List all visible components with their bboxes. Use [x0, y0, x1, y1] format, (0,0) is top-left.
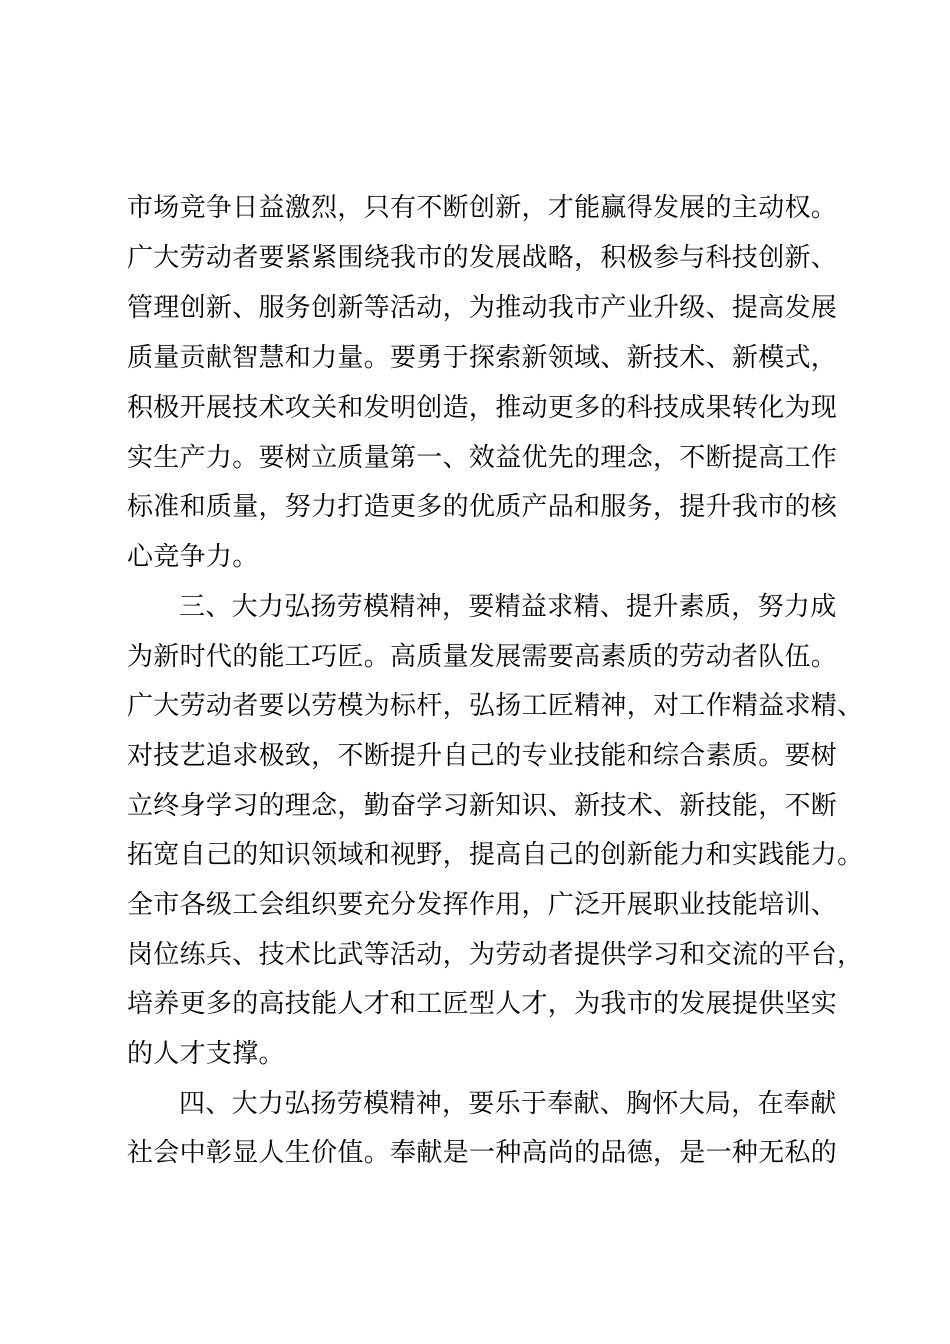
paragraph-heading-4: 四、大力弘扬劳模精神，要乐于奉献、胸怀大局，在奉献 — [179, 1089, 837, 1119]
text-line: 实生产力。要树立质量第一、效益优先的理念，不断提高工作 — [127, 443, 838, 473]
text-line: 拓宽自己的知识领域和视野，提高自己的创新能力和实践能力。 — [127, 840, 864, 870]
text-line: 广大劳动者要紧紧围绕我市的发展战略，积极参与科技创新、 — [127, 243, 838, 273]
text-line: 为新时代的能工巧匠。高质量发展需要高素质的劳动者队伍。 — [127, 642, 838, 672]
text-line: 积极开展技术攻关和发明创造，推动更多的科技成果转化为现 — [127, 393, 838, 423]
text-line: 的人才支撑。 — [127, 1039, 285, 1069]
text-line: 社会中彰显人生价值。奉献是一种高尚的品德，是一种无私的 — [127, 1138, 838, 1168]
text-line: 质量贡献智慧和力量。要勇于探索新领域、新技术、新模式， — [127, 343, 838, 373]
text-line: 岗位练兵、技术比武等活动，为劳动者提供学习和交流的平台， — [127, 940, 864, 970]
text-line: 心竞争力。 — [127, 542, 259, 572]
paragraph-heading-3: 三、大力弘扬劳模精神，要精益求精、提升素质，努力成 — [179, 592, 837, 622]
text-line: 市场竞争日益激烈，只有不断创新，才能赢得发展的主动权。 — [127, 193, 838, 223]
text-line: 广大劳动者要以劳模为标杆，弘扬工匠精神，对工作精益求精、 — [127, 691, 864, 721]
text-line: 标准和质量，努力打造更多的优质产品和服务，提升我市的核 — [127, 492, 838, 522]
text-line: 立终身学习的理念，勤奋学习新知识、新技术、新技能，不断 — [127, 791, 838, 821]
text-line: 培养更多的高技能人才和工匠型人才，为我市的发展提供坚实 — [127, 989, 838, 1019]
text-line: 全市各级工会组织要充分发挥作用，广泛开展职业技能培训、 — [127, 890, 838, 920]
text-line: 对技艺追求极致，不断提升自己的专业技能和综合素质。要树 — [127, 741, 838, 771]
text-line: 管理创新、服务创新等活动，为推动我市产业升级、提高发展 — [127, 293, 838, 323]
